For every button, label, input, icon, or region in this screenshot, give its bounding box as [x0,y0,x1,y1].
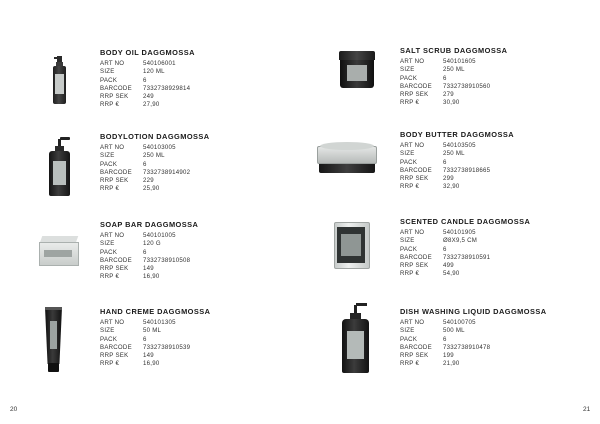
field-value: 540103005 [143,144,176,151]
field-value: 250 ML [443,66,465,74]
field-value: 199 [443,352,454,360]
field-label: ART NO [100,144,125,151]
field-label: RRP € [100,360,120,368]
field-value: 6 [143,160,147,168]
field-value: 149 [143,352,154,360]
field-value: 7332738910478 [443,343,491,351]
field-label: RRP € [400,99,420,107]
salt-scrub-jar-image [339,51,375,88]
page-number-right: 21 [583,406,591,413]
field-value: 21,90 [443,360,460,368]
field-label: BARCODE [400,343,432,351]
field-value: 7332738910591 [443,253,491,261]
field-label: RRP SEK [100,177,129,185]
field-value: 16,90 [143,360,160,368]
field-value: 120 ML [143,68,165,76]
field-label: BARCODE [100,84,132,92]
field-label: ART NO [100,319,125,326]
field-label: ART NO [400,319,425,326]
product-name: SCENTED CANDLE DAGGMOSSA [400,217,531,226]
product-info [400,130,514,192]
field-value: 6 [443,245,447,253]
field-label: SIZE [100,152,115,160]
product-name: HAND CREME DAGGMOSSA [100,307,211,316]
field-value: 540101005 [143,232,176,239]
body-butter-tin-image [317,142,377,174]
field-label: RRP SEK [400,175,429,183]
field-label: RRP € [100,185,120,193]
dish-washing-liquid-bottle-image [341,302,370,373]
field-label: PACK [400,158,418,166]
field-value: 120 G [143,240,161,248]
field-value: 500 ML [443,327,465,335]
field-label: ART NO [400,58,425,65]
field-value: 299 [443,175,454,183]
field-label: PACK [100,160,118,168]
field-value: 7332738914902 [143,168,191,176]
product-info [100,220,198,282]
field-value: 7332738929814 [143,84,191,92]
field-value: 229 [143,177,154,185]
product-info [100,132,210,194]
field-label: ART NO [400,142,425,149]
field-value: 6 [143,76,147,84]
field-label: BARCODE [100,343,132,351]
field-value: 7332738910539 [143,343,191,351]
product-name: DISH WASHING LIQUID DAGGMOSSA [400,307,547,316]
field-label: PACK [400,74,418,82]
product-name: BODY BUTTER DAGGMOSSA [400,130,515,139]
field-label: BARCODE [400,82,432,90]
scented-candle-jar-image [334,222,370,268]
field-label: PACK [100,76,118,84]
field-label: SIZE [100,240,115,248]
field-label: PACK [400,335,418,343]
field-value: 6 [443,158,447,166]
hand-creme-tube-image [45,307,62,373]
product-info [400,307,547,369]
bodylotion-pump-bottle-image [48,136,71,196]
field-label: SIZE [400,327,415,335]
field-label: SIZE [400,150,415,158]
field-value: 6 [443,74,447,82]
field-value: 27,90 [143,101,160,109]
field-value: 279 [443,91,454,99]
field-label: SIZE [100,327,115,335]
field-value: 6 [143,335,147,343]
field-label: RRP SEK [100,265,129,273]
field-label: RRP € [400,270,420,278]
field-label: PACK [100,335,118,343]
product-name: SALT SCRUB DAGGMOSSA [400,46,508,55]
field-value: 540106001 [143,60,176,67]
field-value: 50 ML [143,327,162,335]
product-info [100,307,210,369]
field-value: 7332738910508 [143,256,191,264]
field-value: Ø8X9,5 CM [443,237,478,245]
field-value: 540103505 [443,142,476,149]
product-info [100,48,195,110]
field-value: 540100705 [443,319,476,326]
field-value: 540101605 [443,58,476,65]
field-label: PACK [100,248,118,256]
field-value: 540101305 [143,319,176,326]
field-value: 540101905 [443,229,476,236]
field-label: SIZE [100,68,115,76]
field-label: RRP € [400,360,420,368]
field-label: ART NO [400,229,425,236]
field-label: BARCODE [400,253,432,261]
field-label: PACK [400,245,418,253]
field-value: 249 [143,93,154,101]
field-label: RRP SEK [400,262,429,270]
field-label: RRP € [400,183,420,191]
field-label: RRP SEK [100,93,129,101]
field-label: BARCODE [100,256,132,264]
field-label: ART NO [100,232,125,239]
field-value: 499 [443,262,454,270]
field-value: 6 [143,248,147,256]
field-value: 16,90 [143,273,160,281]
field-label: RRP SEK [400,352,429,360]
soap-bar-box-image [39,236,79,266]
page-number-left: 20 [10,406,18,413]
body-oil-bottle-image [51,56,68,104]
field-value: 30,90 [443,99,460,107]
field-value: 250 ML [443,150,465,158]
product-name: BODY OIL DAGGMOSSA [100,48,195,57]
field-label: SIZE [400,66,415,74]
product-info [400,217,530,279]
product-info [400,46,507,108]
field-value: 7332738918665 [443,166,491,174]
field-label: SIZE [400,237,415,245]
field-value: 54,90 [443,270,460,278]
product-name: BODYLOTION DAGGMOSSA [100,132,210,141]
field-value: 6 [443,335,447,343]
field-label: RRP € [100,273,120,281]
field-value: 7332738910560 [443,82,491,90]
field-label: RRP € [100,101,120,109]
field-label: RRP SEK [400,91,429,99]
field-value: 25,90 [143,185,160,193]
field-label: RRP SEK [100,352,129,360]
field-label: BARCODE [400,166,432,174]
field-label: ART NO [100,60,125,67]
field-label: BARCODE [100,168,132,176]
field-value: 32,90 [443,183,460,191]
field-value: 250 ML [143,152,165,160]
field-value: 149 [143,265,154,273]
product-name: SOAP BAR DAGGMOSSA [100,220,199,229]
